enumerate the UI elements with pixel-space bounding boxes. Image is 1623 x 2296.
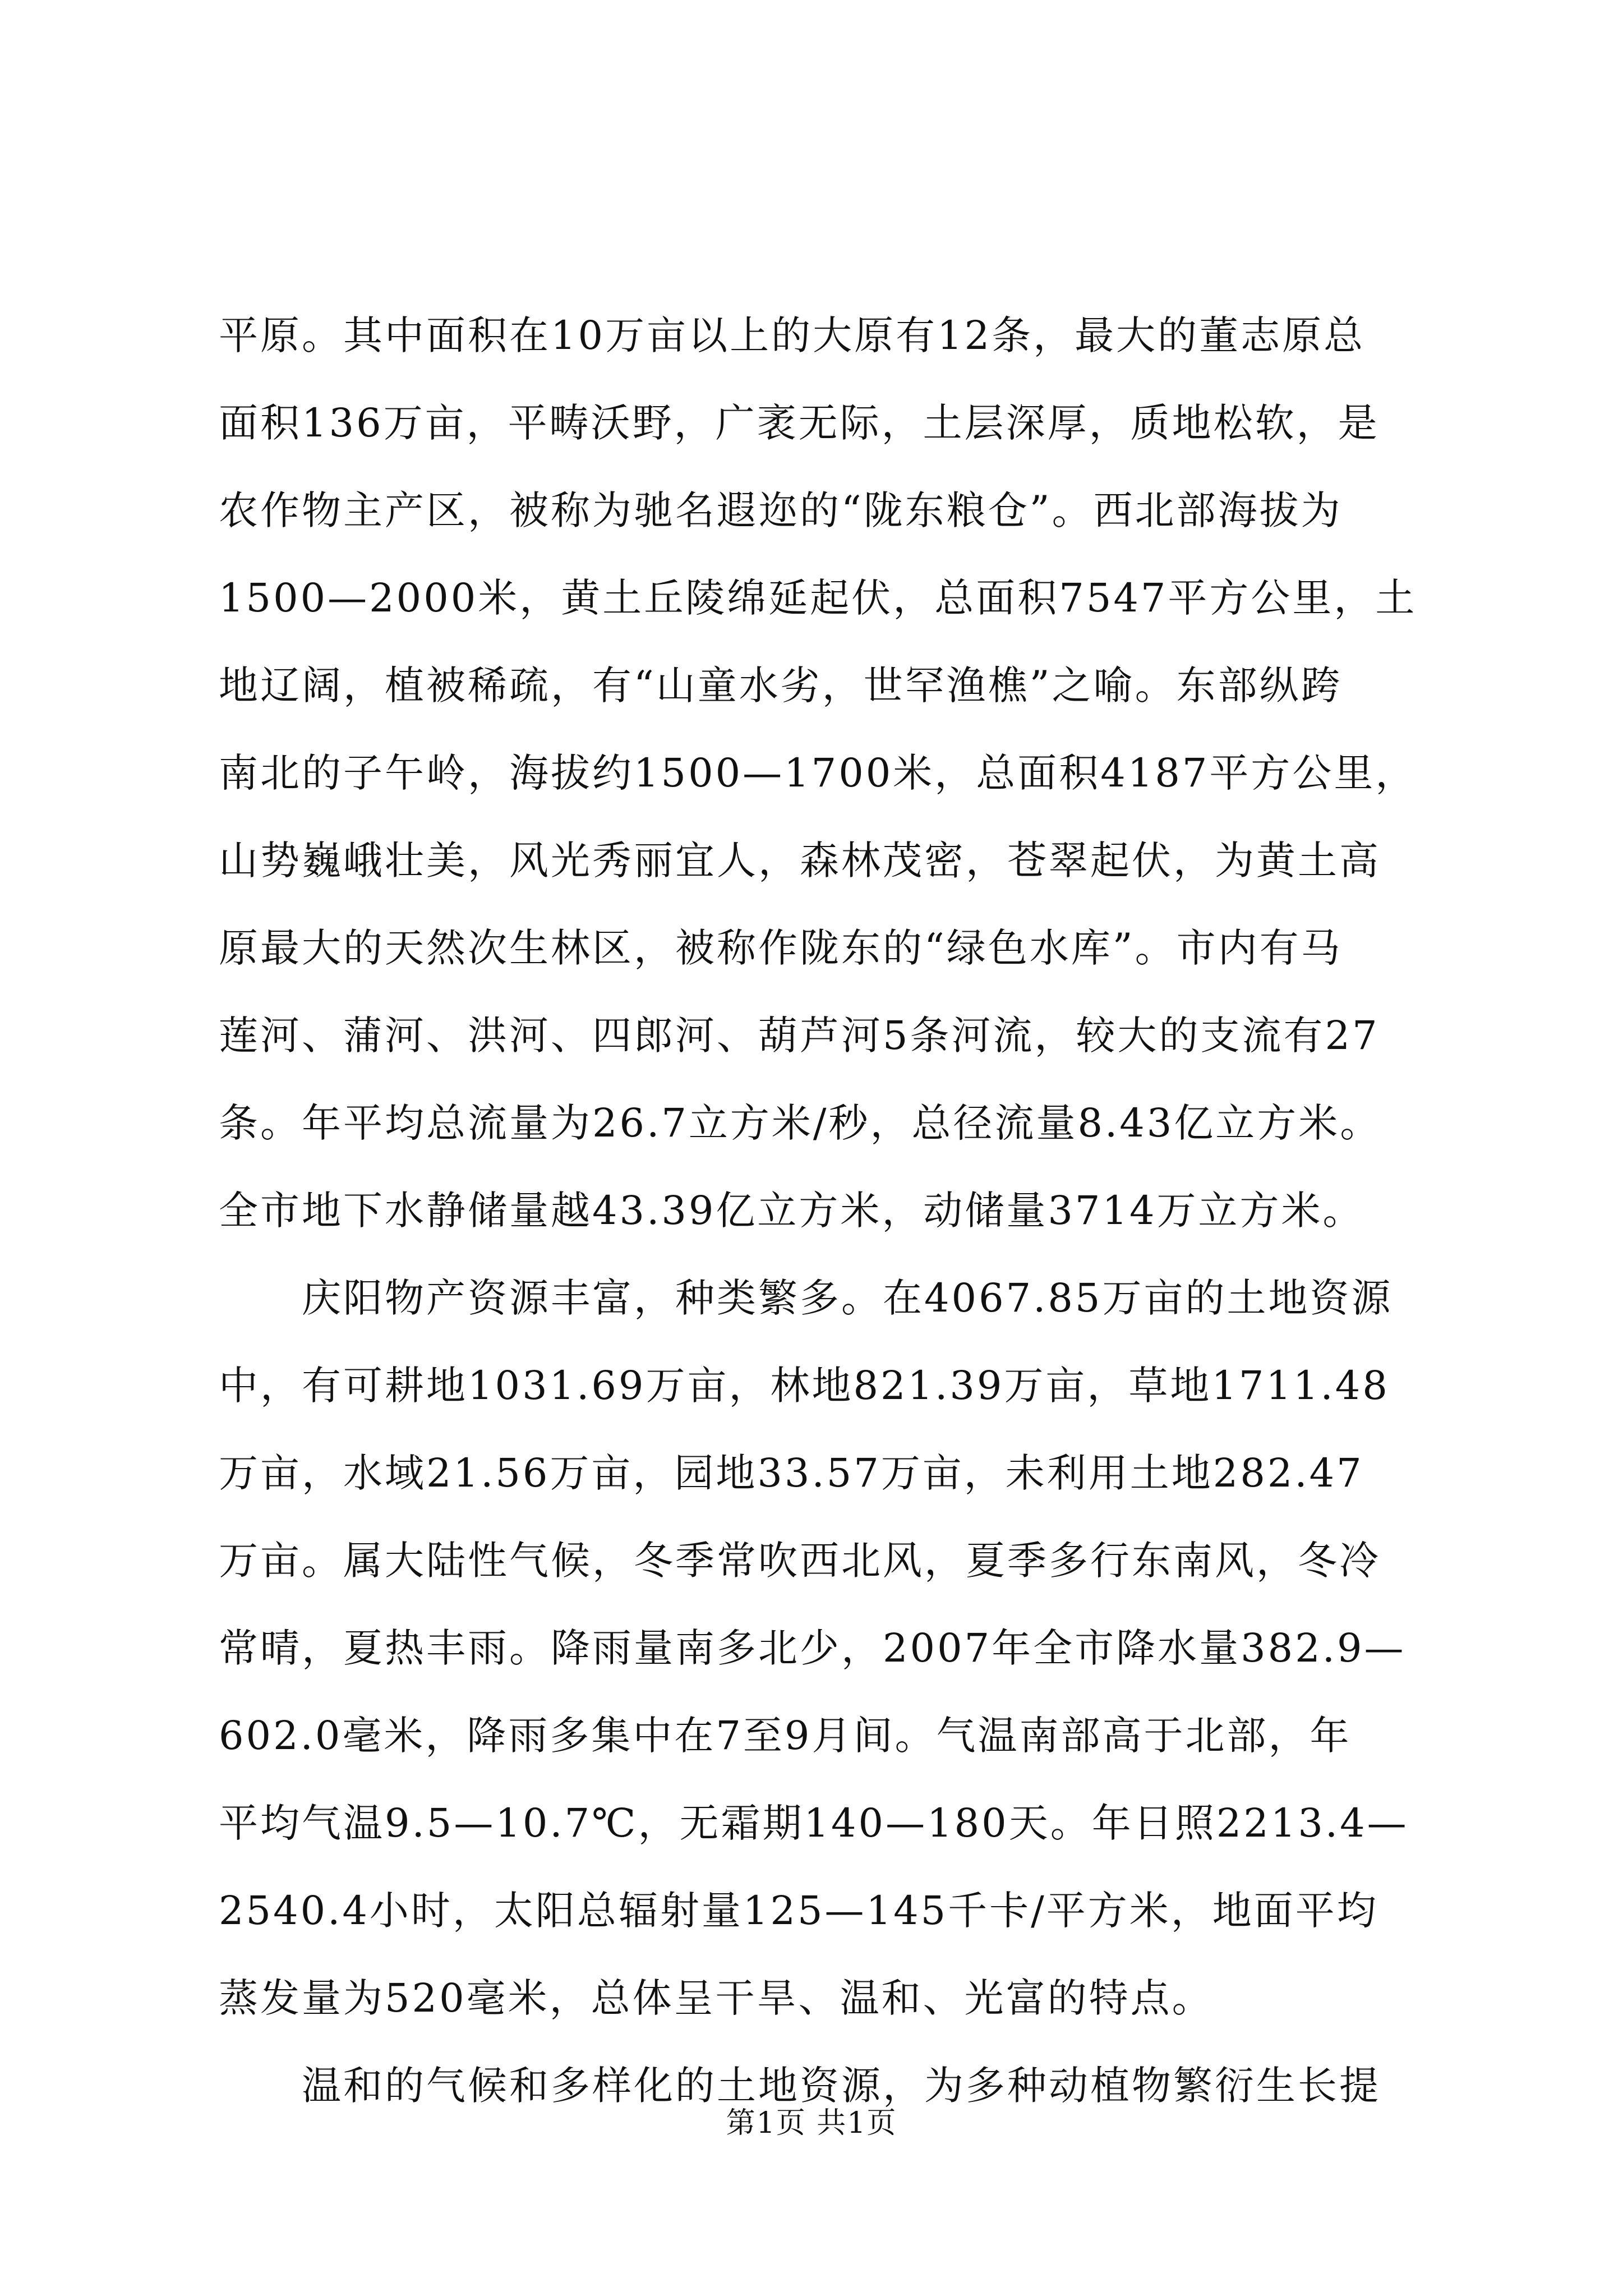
text-line: 蒸发量为520毫米，总体呈干旱、温和、光富的特点。	[219, 1975, 1214, 2021]
text-line: 原最大的天然次生林区，被称作陇东的“绿色水库”。市内有马	[219, 925, 1343, 971]
body-text	[219, 292, 1424, 2129]
text-line: 602.0毫米，降雨多集中在7至9月间。气温南部高于北部，年	[219, 1713, 1352, 1759]
text-line: 庆阳物产资源丰富，种类繁多。在4067.85万亩的土地资源	[219, 1275, 1393, 1321]
text-line: 莲河、蒲河、洪河、四郎河、葫芦河5条河流，较大的支流有27	[219, 1013, 1380, 1059]
text-line: 中，有可耕地1031.69万亩，林地821.39万亩，草地1711.48	[219, 1363, 1390, 1409]
text-line: 农作物主产区，被称为驰名遐迩的“陇东粮仓”。西北部海拔为	[219, 487, 1343, 533]
text-line: 平原。其中面积在10万亩以上的大原有12条，最大的董志原总	[219, 312, 1366, 358]
text-line: 南北的子午岭，海拔约1500—1700米，总面积4187平方公里，	[219, 750, 1417, 796]
text-line: 2540.4小时，太阳总辐射量125—145千卡/平方米，地面平均	[219, 1888, 1378, 1934]
text-line: 温和的气候和多样化的土地资源，为多种动植物繁衍生长提	[219, 2063, 1381, 2109]
text-line: 山势巍峨壮美，风光秀丽宜人，森林茂密，苍翠起伏，为黄土高	[219, 838, 1381, 884]
text-line: 面积136万亩，平畴沃野，广袤无际，土层深厚，质地松软，是	[219, 400, 1380, 446]
text-line: 万亩，水域21.56万亩，园地33.57万亩，未利用土地282.47	[219, 1450, 1364, 1496]
text-line: 1500—2000米，黄土丘陵绵延起伏，总面积7547平方公里，土	[219, 575, 1417, 621]
text-line: 平均气温9.5—10.7℃，无霜期140—180天。年日照2213.4—	[219, 1800, 1409, 1846]
page-footer: 第1页 共1页	[726, 2106, 897, 2140]
text-line: 全市地下水静储量越43.39亿立方米，动储量3714万立方米。	[219, 1188, 1364, 1234]
text-line: 地辽阔，植被稀疏，有“山童水劣，世罕渔樵”之喻。东部纵跨	[219, 662, 1343, 708]
text-line: 万亩。属大陆性气候，冬季常吹西北风，夏季多行东南风，冬冷	[219, 1538, 1381, 1584]
text-line: 条。年平均总流量为26.7立方米/秒，总径流量8.43亿立方米。	[219, 1100, 1382, 1146]
text-line: 常晴，夏热丰雨。降雨量南多北少，2007年全市降水量382.9—	[219, 1625, 1406, 1671]
